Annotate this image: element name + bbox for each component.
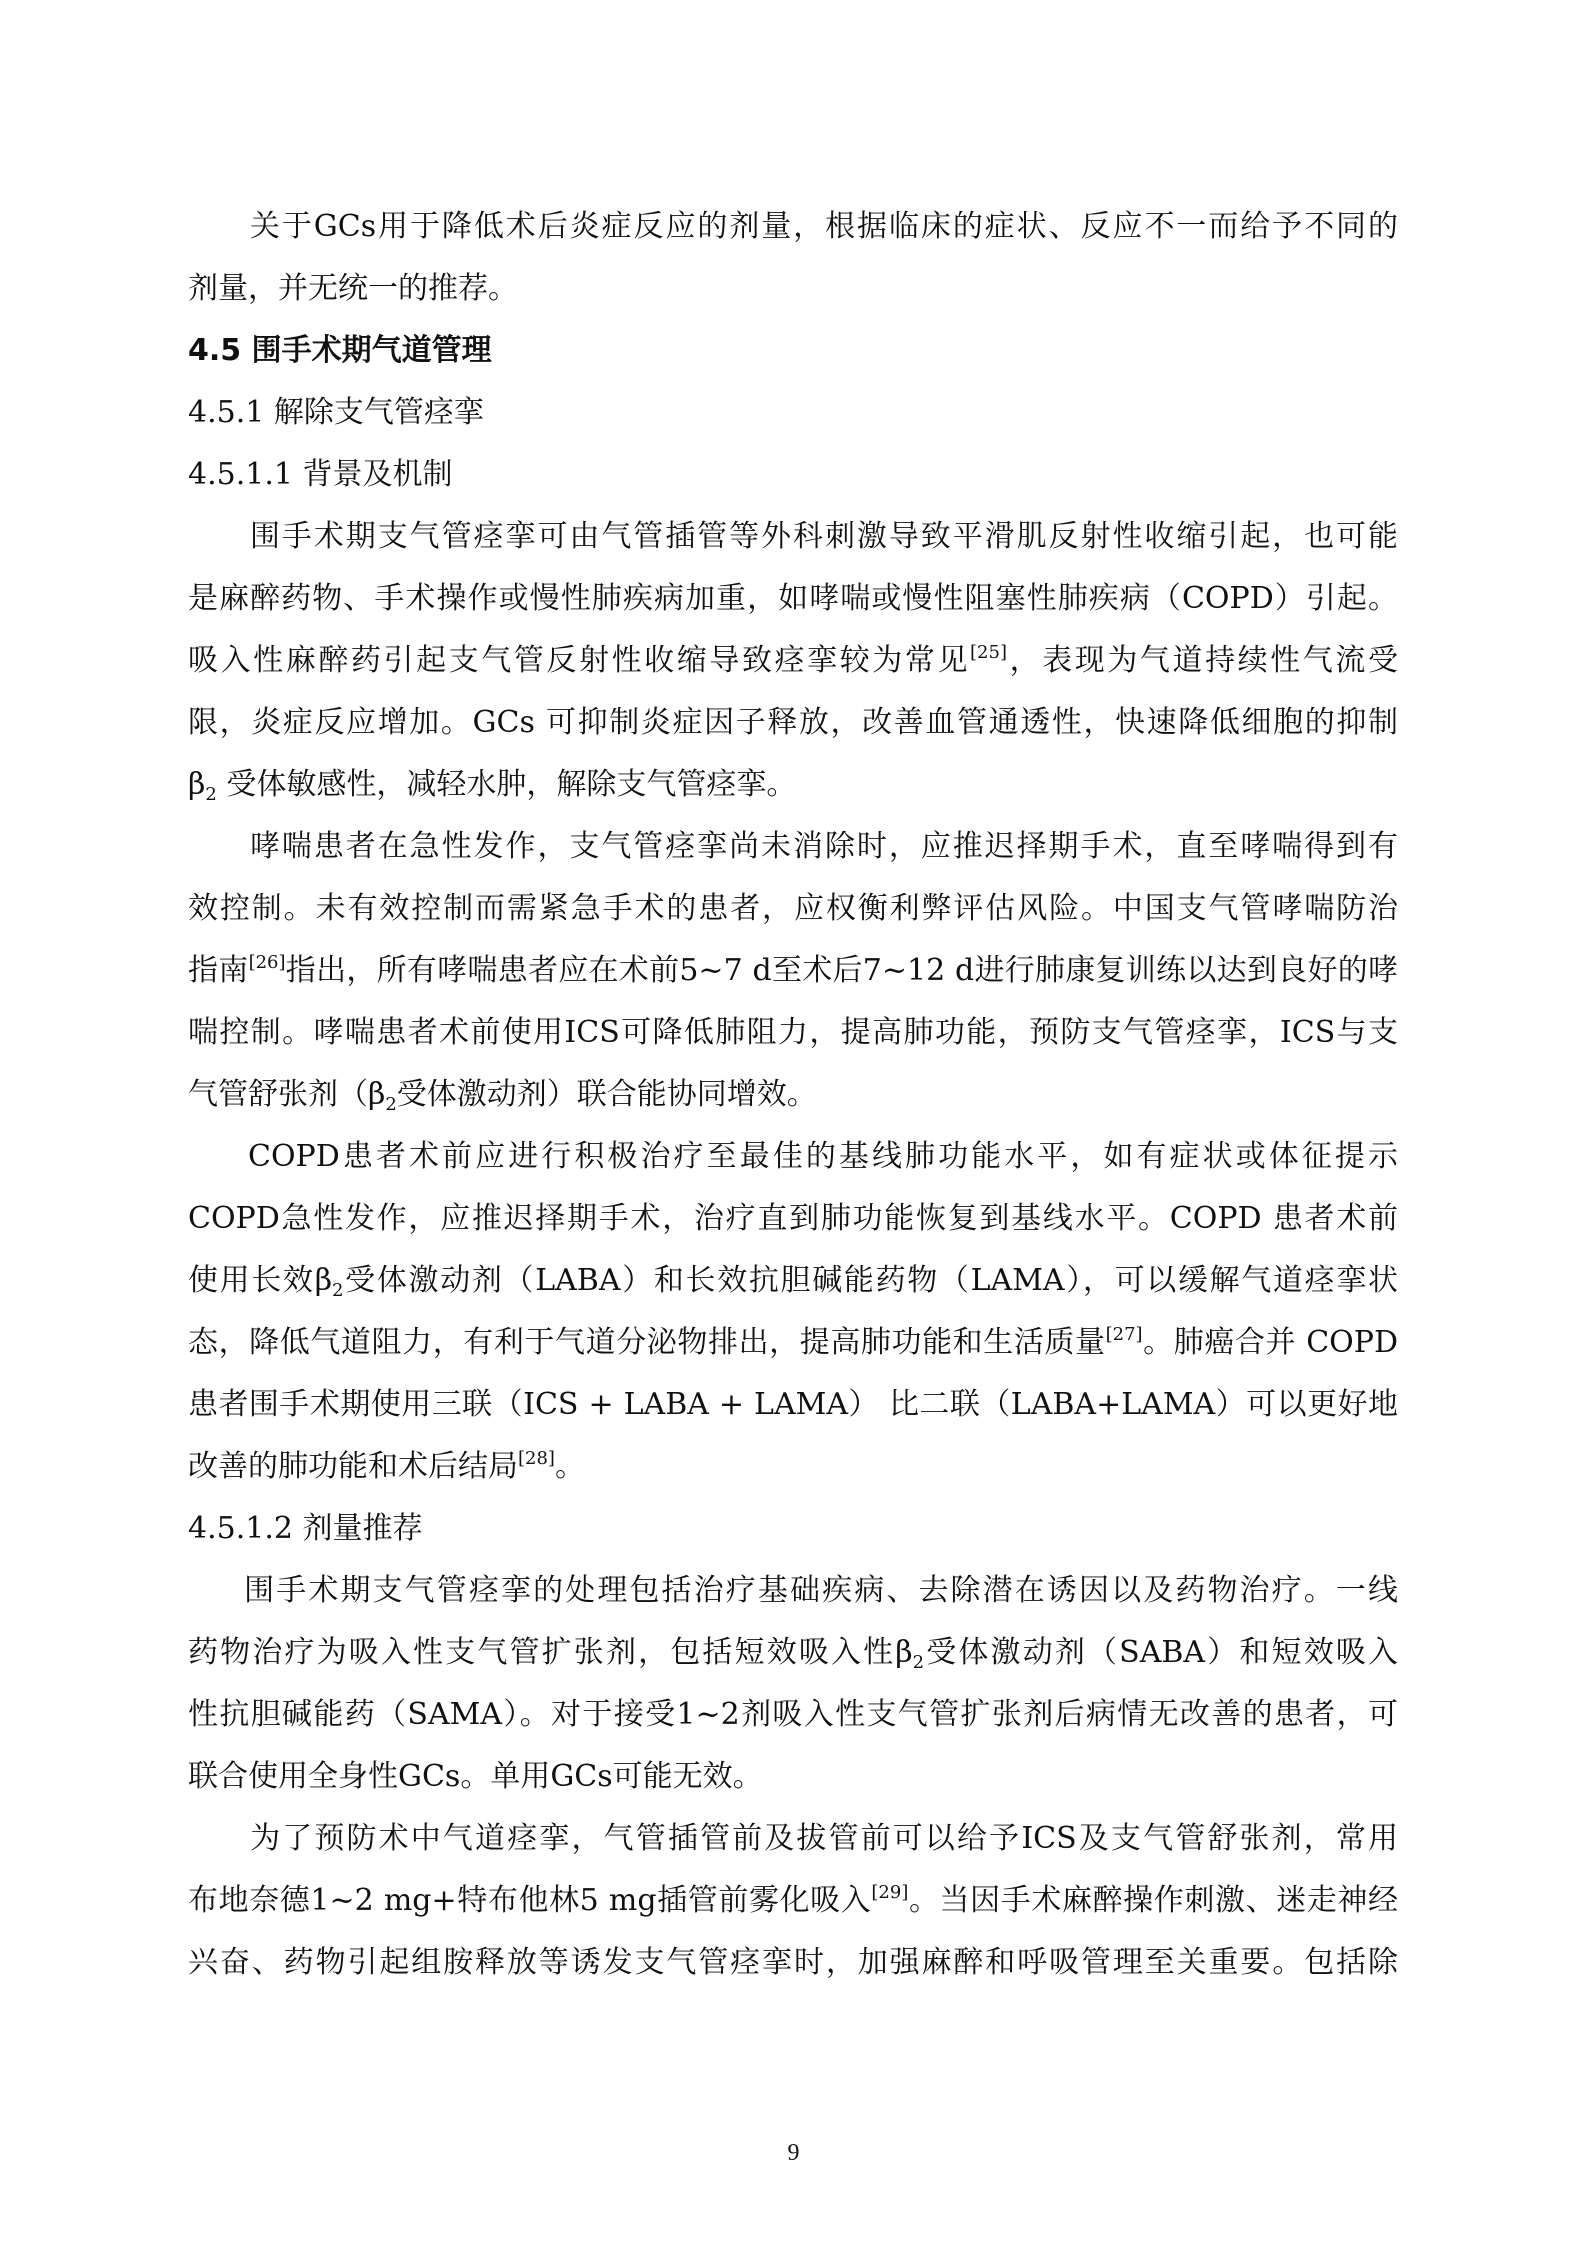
paragraph-prevention: 为了预防术中气道痉挛，气管插管前及拔管前可以给予ICS及支气管舒张剂，常用 布地奈德1~2 mg+特布他林5 mg插管前雾化吸入[29]。当因手术麻醉操作刺激、迷走神经 兴奋、药物引起组胺释放等诱发支气管痉挛时，加强麻醉和呼吸管理至关重要。包括除	[188, 1808, 1398, 1994]
text-line: 围手术期支气管痉挛的处理包括治疗基础疾病、去除潜在诱因以及药物治疗。一线	[242, 1573, 1398, 1608]
paragraph-bronchospasm-background: 围手术期支气管痉挛可由气管插管等外科刺激导致平滑肌反射性收缩引起，也可能 是麻醉药物、手术操作或慢性肺疾病加重，如哮喘或慢性阻塞性肺疾病（COPD）引起。 吸入性麻醉药引起支气管反射性收缩导致痉挛较为常见[25]，表现为气道持续性气流受 限，炎症反应增加。GCs 可抑制炎症因子释放，改善血管通透性，快速降低细胞的抑制 $\beta_2$ 受体敏感性，减轻水肿，解除支气管痉挛。	[188, 519, 1398, 805]
document-body	[188, 196, 1398, 1994]
text-line: 剂量，并无统一的推荐。	[188, 271, 518, 306]
citation-ref: [27]	[1105, 1324, 1143, 1345]
citation-ref: [25]	[970, 642, 1007, 663]
text-line: COPD患者术前应进行积极治疗至最佳的基线肺功能水平，如有症状或体征提示	[248, 1139, 1398, 1174]
text-line: 联合使用全身性GCs。单用GCs可能无效。	[188, 1759, 763, 1794]
text-line: 效控制。未有效控制而需紧急手术的患者，应权衡利弊评估风险。中国支气管哮喘防治	[188, 891, 1398, 926]
text-line: 性抗胆碱能药（SAMA）。对于接受1~2剂吸入性支气管扩张剂后病情无改善的患者，可	[188, 1697, 1398, 1732]
section-heading-4-5-1-2: 4.5.1.2 剂量推荐	[188, 1511, 423, 1546]
text-line: 为了预防术中气道痉挛，气管插管前及拔管前可以给予ICS及支气管舒张剂，常用	[248, 1821, 1398, 1856]
paragraph-copd: COPD患者术前应进行积极治疗至最佳的基线肺功能水平，如有症状或体征提示 COPD急性发作，应推迟择期手术，治疗直到肺功能恢复到基线水平。COPD 患者术前 使用长效$\beta_2$受体激动剂（LABA）和长效抗胆碱能药物（LAMA），可以缓解气道痉挛状 态，降低气道阻力，有利于气道分泌物排出，提高肺功能和生活质量[27]。肺癌合并 COPD 患者围手术期使用三联（ICS + LABA + LAMA） 比二联（LABA+LAMA）可以更好地 改善的肺功能和术后结局[28]。	[188, 1139, 1398, 1484]
page-number: 9	[787, 2140, 800, 2166]
text-line: 围手术期支气管痉挛可由气管插管等外科刺激导致平滑肌反射性收缩引起，也可能	[248, 519, 1398, 554]
citation-ref: [29]	[871, 1882, 909, 1903]
text-line: COPD急性发作，应推迟择期手术，治疗直到肺功能恢复到基线水平。COPD 患者术前	[188, 1201, 1398, 1236]
paragraph-asthma: 哮喘患者在急性发作，支气管痉挛尚未消除时，应推迟择期手术，直至哮喘得到有 效控制。未有效控制而需紧急手术的患者，应权衡利弊评估风险。中国支气管哮喘防治 指南[26]指出，所有哮喘患者应在术前5~7 d至术后7~12 d进行肺康复训练以达到良好的哮 喘控制。哮喘患者术前使用ICS可降低肺阻力，提高肺功能，预防支气管痉挛，ICS与支 气管舒张剂（$\beta_2$受体激动剂）联合能协同增效。	[188, 829, 1399, 1115]
text-line: 是麻醉药物、手术操作或慢性肺疾病加重，如哮喘或慢性阻塞性肺疾病（COPD）引起。	[188, 581, 1398, 616]
text-line: 患者围手术期使用三联（ICS + LABA + LAMA） 比二联（LABA+LAMA）可以更好地	[188, 1387, 1398, 1422]
text-line: 限，炎症反应增加。GCs 可抑制炎症因子释放，改善血管通透性，快速降低细胞的抑制	[188, 705, 1398, 740]
section-heading-4-5-1-1: 4.5.1.1 背景及机制	[188, 457, 453, 492]
text-line: 喘控制。哮喘患者术前使用ICS可降低肺阻力，提高肺功能，预防支气管痉挛，ICS与支	[188, 1015, 1398, 1050]
section-heading-4-5-1: 4.5.1 解除支气管痉挛	[188, 395, 484, 430]
citation-ref: [28]	[518, 1448, 555, 1469]
text-line: 哮喘患者在急性发作，支气管痉挛尚未消除时，应推迟择期手术，直至哮喘得到有	[248, 829, 1398, 864]
paragraph-dose-recommendation: 围手术期支气管痉挛的处理包括治疗基础疾病、去除潜在诱因以及药物治疗。一线 药物治疗为吸入性支气管扩张剂，包括短效吸入性$\beta_2$受体激动剂（SABA）和短效吸入 性抗胆碱能药（SAMA）。对于接受1~2剂吸入性支气管扩张剂后病情无改善的患者，可 联合使用全身性GCs。单用GCs可能无效。	[188, 1560, 1398, 1808]
paragraph-gc-dose	[188, 196, 1398, 320]
section-heading-4-5: 4.5 围手术期气道管理	[188, 333, 492, 368]
text-line: 兴奋、药物引起组胺释放等诱发支气管痉挛时，加强麻醉和呼吸管理至关重要。包括除	[188, 1945, 1398, 1980]
text-line: 关于GCs用于降低术后炎症反应的剂量，根据临床的症状、反应不一而给予不同的	[248, 209, 1398, 244]
citation-ref: [26]	[248, 952, 286, 973]
